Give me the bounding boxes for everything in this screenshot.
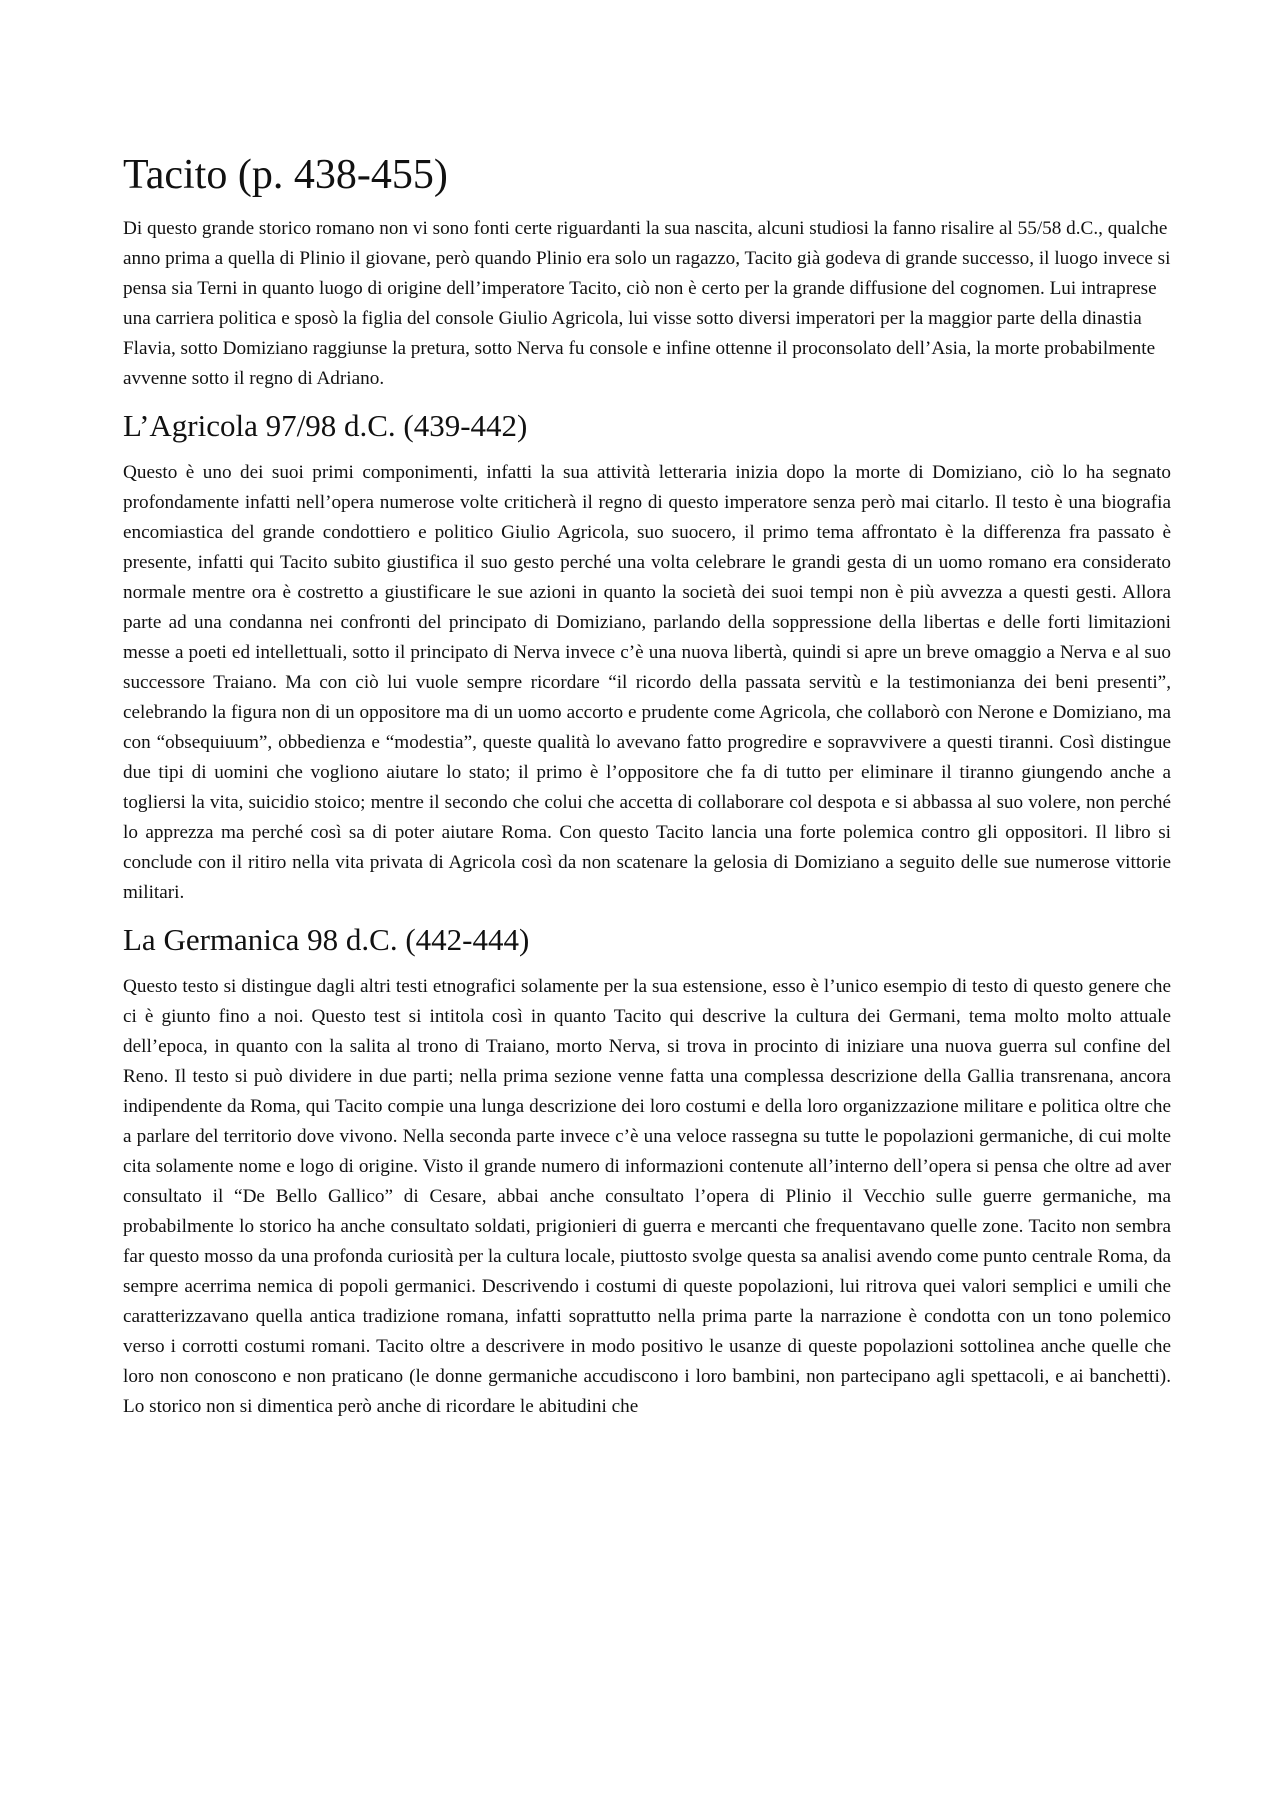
- paragraph-germanica: Questo testo si distingue dagli altri testi etnografici solamente per la sua estensione, esso è l’unico esempio di testo di questo genere che ci è giunto fino a noi. Questo test si intitola così in quanto Tacito qui descrive la cultura dei Germani, tema molto molto attuale dell’epoca, in quanto con la salita al trono di Traiano, morto Nerva, si trova in procinto di iniziare una nuova guerra sul confine del Reno. Il testo si può dividere in due parti; nella prima sezione venne fatta una complessa descrizione della Gallia transrenana, ancora indipendente da Roma, qui Tacito compie una lunga descrizione dei loro costumi e della loro organizzazione militare e politica oltre che a parlare del territorio dove vivono. Nella seconda parte invece c’è una veloce rassegna su tutte le popolazioni germaniche, di cui molte cita solamente nome e logo di origine. Visto il grande numero di informazioni contenute all’interno dell’opera si pensa che oltre ad aver consultato il “De Bello Gallico” di Cesare, abbai anche consultato l’opera di Plinio il Vecchio sulle guerre germaniche, ma probabilmente lo storico ha anche consultato soldati, prigionieri di guerra e mercanti che frequentavano quelle zone. Tacito non sembra far questo mosso da una profonda curiosità per la cultura locale, piuttosto svolge questa sa analisi avendo come punto centrale Roma, da sempre acerrima nemica di popoli germanici. Descrivendo i costumi di queste popolazioni, lui ritrova quei valori semplici e umili che caratterizzavano quella antica tradizione romana, infatti soprattutto nella prima parte la narrazione è condotta con un tono polemico verso i corrotti costumi romani. Tacito oltre a descrivere in modo positivo le usanze di queste popolazioni sottolinea anche quelle che loro non conoscono e non praticano (le donne germaniche accudiscono i loro bambini, non partecipano agli spettacoli, e ai banchetti). Lo storico non si dimentica però anche di ricordare le abitudini che: [123, 976, 1171, 1417]
- heading-germanica: La Germanica 98 d.C. (442-444): [123, 922, 530, 957]
- document-page: [123, 150, 1171, 1422]
- paragraph-tacito: Di questo grande storico romano non vi sono fonti certe riguardanti la sua nascita, alcuni studiosi la fanno risalire al 55/58 d.C., qualche anno prima a quella di Plinio il giovane, però quando Plinio era solo un ragazzo, Tacito già godeva di grande successo, il luogo invece si pensa sia Terni in quanto luogo di origine dell’imperatore Tacito, ciò non è certo per la grande diffusione del cognomen. Lui intraprese una carriera politica e sposò la figlia del console Giulio Agricola, lui visse sotto diversi imperatori per la maggior parte della dinastia Flavia, sotto Domiziano raggiunse la pretura, sotto Nerva fu console e infine ottenne il proconsolato dell’Asia, la morte probabilmente avvenne sotto il regno di Adriano.: [123, 218, 1171, 389]
- paragraph-agricola: Questo è uno dei suoi primi componimenti, infatti la sua attività letteraria inizia dopo la morte di Domiziano, ciò lo ha segnato profondamente infatti nell’opera numerose volte criticherà il regno di questo imperatore senza però mai citarlo. Il testo è una biografia encomiastica del grande condottiero e politico Giulio Agricola, suo suocero, il primo tema affrontato è la differenza fra passato è presente, infatti qui Tacito subito giustifica il suo gesto perché una volta celebrare le grandi gesta di un uomo romano era considerato normale mentre ora è costretto a giustificare le sue azioni in quanto la società dei suoi tempi non è più avvezza a questi gesti. Allora parte ad una condanna nei confronti del principato di Domiziano, parlando della soppressione della libertas e delle forti limitazioni messe a poeti ed intellettuali, sotto il principato di Nerva invece c’è una nuova libertà, quindi si apre un breve omaggio a Nerva e al suo successore Traiano. Ma con ciò lui vuole sempre ricordare “il ricordo della passata servitù e la testimonianza dei beni presenti”, celebrando la figura non di un oppositore ma di un uomo accorto e prudente come Agricola, che collaborò con Nerone e Domiziano, ma con “obsequiuum”, obbedienza e “modestia”, queste qualità lo avevano fatto progredire e sopravvivere a questi tiranni. Così distingue due tipi di uomini che vogliono aiutare lo stato; il primo è l’oppositore che fa di tutto per eliminare il tiranno giungendo anche a togliersi la vita, suicidio stoico; mentre il secondo che colui che accetta di collaborare col despota e si abbassa al suo volere, non perché lo apprezza ma perché così sa di poter aiutare Roma. Con questo Tacito lancia una forte polemica contro gli oppositori. Il libro si conclude con il ritiro nella vita privata di Agricola così da non scatenare la gelosia di Domiziano a seguito delle sue numerose vittorie militari.: [123, 462, 1171, 903]
- heading-agricola: L’Agricola 97/98 d.C. (439-442): [123, 408, 528, 443]
- heading-tacito: Tacito (p. 438-455): [123, 152, 448, 198]
